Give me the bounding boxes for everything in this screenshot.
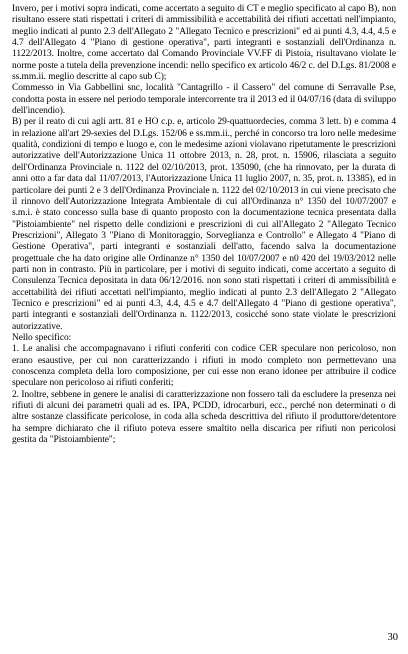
paragraph-location: Commesso in Via Gabbellini snc, località "Cantagrillo - il Cassero" del comune di Serravalle P.se, condotta posta in essere nel periodo temporale intercorrente tra il 2013 ed il 04/07/16 (data di sviluppo dell'incendio). (12, 83, 396, 117)
paragraph-item-2: 2. Inoltre, sebbene in genere le analisi di caratterizzazione non fossero tali da escludere la presenza nei rifiuti di alcuni dei parametri quali ad es. IPA, PCDD, idrocarburi, ecc., perché non determinati o di altre sostanze classificate pericolose, in coda alla scheda descrittiva del rifiuto il produttore/detentore ha sempre dichiarato che il rifiuto poteva essere smaltito nella discarica per rifiuti non pericolosi gestita da "Pistoiambiente"; (12, 389, 396, 446)
paragraph-charge-b: B) per il reato di cui agli artt. 81 e HO c.p. e, articolo 29-quattuordecies, comma 3 lett. b) e comma 4 in relazione all'art 29-sexies del D.Lgs. 152/06 e ss.mm.ii., perché in concorso tra loro nelle medesime qualità, condizioni di tempo e luogo e, con le medesime azioni violavano ripetutamente le prescrizioni autorizzative dell'Autorizzazione Unica 11 ottobre 2013, n. 28, prot. n. 15906, rilasciata a seguito dell'Ordinanza Provinciale n. 1122 del 02/10/2013, prot. 135090, (che ha rinnovato, per la durata di anni otto a far data dal 11/07/2013, l'Autorizzazione Unica 11 luglio 2007, n. 35, prot. n. 13385), ed in particolare dei punti 2 e 3 dell'Ordinanza Provinciale n. 1122 del 02/10/2013 in cui viene precisato che il rinnovo dell'Autorizzazione Integrata Ambientale di cui all'Ordinanza n° 1350 del 10/07/2007 e s.m.i. è stato concesso sulla base di quanto proposto con la documentazione tecnica presentata dalla "Pistoiambiente" nel rispetto delle condizioni e prescrizioni di cui all'Allegato 2 "Allegato Tecnico Prescrizioni", Allegato 3 "Piano di Monitoraggio, Sorveglianza e Controllo" e Allegato 4 "Piano di Gestione Operativa", parti integranti e sostanziali dell'atto, facendo salva la documentazione progettuale che ha dato origine alle Ordinanze n° 1350 del 10/07/2007 e n0 420 del 19/03/2012 nelle parti non in contrasto. Più in particolare, per i motivi di seguito indicati, come accertato a seguito di Consulenza Tecnica depositata in data 06/12/2016. non sono stati rispettati i criteri di ammissibilità e accettabilità dei rifiuti accettati nell'impianto, meglio indicati al punto 2.3 dell'Allegato 2 "Allegato Tecnico e prescrizioni" ed ai punti 4.3, 4.4, 4.5 e 4.7 dell'Allegato 4 "Piano di gestione operativa", parti integranti e sostanziali dell'Ordinanza n. 1122/2013, cosicché sono state violate le prescrizioni autorizzative. (12, 117, 396, 332)
document-page (12, 4, 396, 446)
page-number: 30 (387, 632, 398, 643)
paragraph-specifics-heading: Nello specifico: (12, 332, 72, 343)
paragraph-item-1: 1. Le analisi che accompagnavano i rifiuti conferiti con codice CER speculare non pericoloso, non erano esaustive, per cui non caratterizzando i rifiuti in modo completo non permettevano una conoscenza completa della loro composizione, per cui esse non erano idonee per attribuire il codice speculare non pericoloso ai rifiuti conferiti; (12, 344, 396, 389)
paragraph-violations-summary: Invero, per i motivi sopra indicati, come accertato a seguito di CT e meglio specificato al capo B), non risultano essere stati rispettati i criteri di ammissibilità e accettabilità dei rifiuti accettati nell'impianto, meglio indicati al punto 2.3 dell'Allegato 2 "Allegato Tecnico e prescrizioni" ed ai punti 4.3, 4.4, 4.5 e 4.7 dell'Allegato 4 "Piano di gestione operativa", parti integranti e sostanziali dell'Ordinanza n. 1122/2013. Inoltre, come accertato dal Comando Provinciale VV.FF di Pistoia, risultavano violate le norme poste a tutela della prevenzione incendi: nello specifico ex articolo 46/2 c. del D.Lgs. 81/2008 e ss.mm.ii. meglio descritte al capo sub C); (12, 4, 396, 83)
